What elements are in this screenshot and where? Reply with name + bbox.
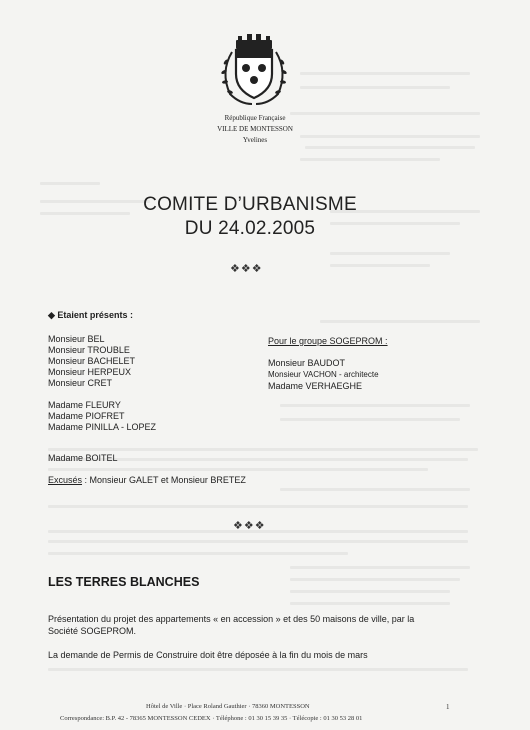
section-paragraph: Présentation du projet des appartements « en accession » et des 50 maisons de ville, par la xyxy=(48,614,415,624)
sogeprom-group-heading: Pour le groupe SOGEPROM : xyxy=(268,336,388,346)
section-title: LES TERRES BLANCHES xyxy=(48,575,200,589)
sogeprom-member: Madame VERHAEGHE xyxy=(268,381,363,391)
footer-contact: Correspondance: B.P. 42 - 78365 MONTESSON CEDEX · Téléphone : 01 30 15 39 35 · Télécopie : 01 30 53 28 01 xyxy=(60,715,363,722)
city-label: VILLE DE MONTESSON xyxy=(217,125,293,133)
sogeprom-member: Monsieur VACHON - architecte xyxy=(268,370,379,379)
attendee-name: Madame PINILLA - LOPEZ xyxy=(48,422,157,432)
footer-address: Hôtel de Ville · Place Roland Gauthier · 78360 MONTESSON xyxy=(146,703,310,710)
attendee-name: Monsieur CRET xyxy=(48,378,113,388)
attendee-name: Monsieur BEL xyxy=(48,334,105,344)
attendee-name: Madame BOITEL xyxy=(48,453,118,463)
ornament-divider: ❖❖❖ xyxy=(230,263,263,275)
attendee-name: Madame PIOFRET xyxy=(48,411,125,421)
section-paragraph: La demande de Permis de Construire doit être déposée à la fin du mois de mars xyxy=(48,650,368,660)
sogeprom-member: Monsieur BAUDOT xyxy=(268,358,346,368)
attendee-name: Monsieur HERPEUX xyxy=(48,367,132,377)
ornament-divider: ❖❖❖ xyxy=(233,520,266,532)
attendee-name: Monsieur BACHELET xyxy=(48,356,136,366)
attendee-name: Madame FLEURY xyxy=(48,400,121,410)
department-label: Yvelines xyxy=(242,136,268,144)
document-title: COMITE D’URBANISME xyxy=(143,194,357,215)
city-crest-logo xyxy=(214,32,294,108)
republic-label: République Française xyxy=(224,114,286,122)
document-date: DU 24.02.2005 xyxy=(184,218,316,239)
page-number: 1 xyxy=(446,703,450,711)
excused-names: : Monsieur GALET et Monsieur BRETEZ xyxy=(82,475,246,485)
attendees-heading: ◆ Etaient présents : xyxy=(48,310,133,320)
attendee-name: Monsieur TROUBLE xyxy=(48,345,130,355)
excused-label: Excusés xyxy=(48,475,83,485)
section-paragraph: Société SOGEPROM. xyxy=(48,626,137,636)
excused-line xyxy=(48,475,246,485)
